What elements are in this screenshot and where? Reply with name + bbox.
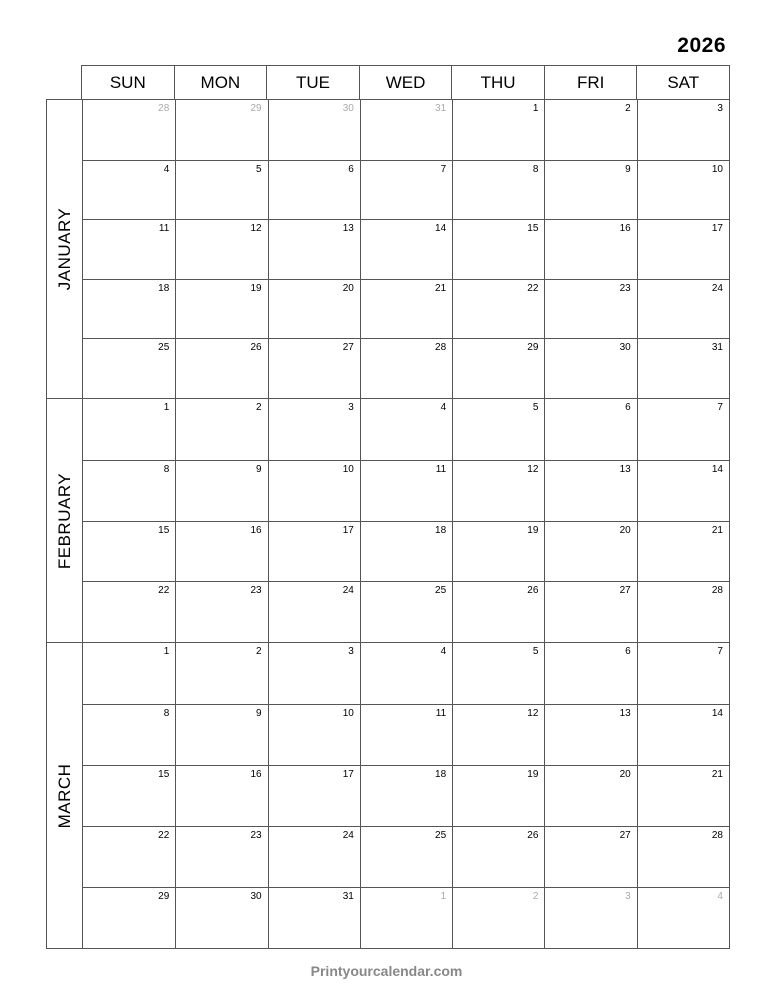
day-number: 5 [532, 402, 539, 413]
day-number: 24 [342, 830, 354, 841]
day-number: 2 [625, 103, 631, 114]
day-cell [452, 581, 544, 642]
day-cell [360, 219, 452, 279]
day-cell [452, 765, 544, 826]
day-cell [544, 765, 636, 826]
day-number: 31 [435, 103, 447, 114]
footer-brand: Printyourcalendar.com [310, 963, 463, 979]
day-cell [175, 100, 267, 160]
day-number: 28 [711, 830, 723, 841]
day-number: 14 [711, 708, 723, 719]
day-cell [175, 338, 267, 398]
day-cell [83, 460, 175, 521]
day-number: 6 [348, 163, 354, 175]
day-number: 20 [342, 282, 354, 294]
day-number: 14 [435, 223, 447, 235]
day-number: 17 [342, 524, 354, 536]
day-cell [175, 704, 267, 765]
day-number: 1 [440, 891, 447, 902]
day-cell [360, 765, 452, 826]
day-cell [360, 338, 452, 398]
day-number: 9 [625, 163, 631, 175]
day-cell [637, 460, 729, 521]
weekday-fri: FRI [544, 66, 637, 99]
day-number: 31 [342, 891, 354, 902]
day-cell [544, 100, 636, 160]
day-cell [360, 399, 452, 460]
day-number: 26 [527, 585, 539, 597]
day-cell [83, 826, 175, 887]
day-number: 13 [619, 708, 631, 719]
day-cell [268, 399, 360, 460]
day-cell [175, 581, 267, 642]
day-cell [83, 219, 175, 279]
day-number: 2 [256, 646, 262, 657]
day-cell [175, 826, 267, 887]
month-grid [83, 643, 729, 948]
weekday-thu: THU [451, 66, 544, 99]
day-number: 19 [527, 524, 539, 536]
weekday-tue: TUE [266, 66, 359, 99]
day-cell [360, 460, 452, 521]
day-number: 29 [158, 891, 170, 902]
day-number: 8 [163, 708, 170, 719]
day-number: 23 [250, 830, 262, 841]
day-cell [360, 704, 452, 765]
weekday-mon: MON [174, 66, 267, 99]
weekday-sun: SUN [109, 72, 146, 92]
day-number: 11 [435, 463, 447, 475]
month-name: JANUARY [54, 207, 74, 291]
day-number: 10 [342, 463, 354, 475]
day-cell [637, 160, 729, 220]
day-number: 31 [711, 342, 723, 354]
month-grid [83, 100, 729, 398]
day-number: 22 [158, 830, 170, 841]
day-number: 26 [250, 342, 262, 354]
day-cell [452, 219, 544, 279]
month-block-march [46, 643, 730, 949]
day-number: 20 [619, 769, 631, 780]
day-number: 10 [711, 163, 723, 175]
day-number: 5 [256, 163, 262, 175]
day-number: 23 [619, 282, 631, 294]
day-number: 30 [250, 891, 262, 902]
day-cell [175, 643, 267, 704]
day-number: 23 [250, 585, 262, 597]
day-number: 29 [250, 103, 262, 114]
day-cell [268, 581, 360, 642]
day-cell [544, 279, 636, 339]
day-number: 8 [163, 463, 170, 475]
day-cell [268, 460, 360, 521]
day-number: 3 [717, 103, 723, 114]
day-number: 1 [163, 402, 170, 413]
day-cell [268, 521, 360, 582]
day-cell [637, 643, 729, 704]
day-number: 26 [527, 830, 539, 841]
day-number: 22 [527, 282, 539, 294]
weekday-header [81, 65, 730, 100]
day-number: 1 [163, 646, 170, 657]
month-label-cell [47, 643, 83, 948]
day-cell [452, 160, 544, 220]
day-cell [452, 338, 544, 398]
day-cell [268, 826, 360, 887]
day-number: 18 [435, 769, 447, 780]
day-cell [83, 521, 175, 582]
day-number: 28 [435, 342, 447, 354]
month-block-january [46, 99, 730, 399]
day-cell [637, 887, 729, 948]
day-number: 4 [440, 646, 447, 657]
day-cell [544, 704, 636, 765]
day-number: 4 [717, 891, 723, 902]
day-cell [637, 279, 729, 339]
day-cell [83, 160, 175, 220]
day-cell [452, 887, 544, 948]
day-number: 9 [256, 708, 262, 719]
day-cell [360, 643, 452, 704]
day-number: 24 [342, 585, 354, 597]
day-cell [268, 219, 360, 279]
day-cell [544, 887, 636, 948]
day-cell [83, 765, 175, 826]
day-cell [360, 887, 452, 948]
day-number: 12 [250, 223, 262, 235]
day-number: 14 [711, 463, 723, 475]
day-number: 17 [342, 769, 354, 780]
day-cell [637, 521, 729, 582]
day-cell [360, 581, 452, 642]
day-number: 21 [711, 769, 723, 780]
day-cell [175, 399, 267, 460]
day-number: 20 [619, 524, 631, 536]
day-cell [452, 826, 544, 887]
day-cell [452, 460, 544, 521]
day-cell [544, 160, 636, 220]
day-number: 25 [158, 342, 170, 354]
day-number: 12 [527, 463, 539, 475]
day-cell [360, 279, 452, 339]
day-cell [452, 399, 544, 460]
day-number: 16 [250, 524, 262, 536]
day-number: 6 [625, 402, 631, 413]
day-number: 5 [532, 646, 539, 657]
day-number: 4 [163, 163, 170, 175]
day-cell [175, 279, 267, 339]
day-cell [637, 399, 729, 460]
day-cell [544, 460, 636, 521]
day-cell [360, 160, 452, 220]
day-number: 25 [435, 830, 447, 841]
day-number: 11 [158, 223, 170, 235]
day-cell [83, 581, 175, 642]
day-number: 30 [619, 342, 631, 354]
day-number: 22 [158, 585, 170, 597]
day-cell [83, 279, 175, 339]
day-cell [268, 338, 360, 398]
day-cell [83, 887, 175, 948]
day-cell [268, 279, 360, 339]
day-cell [175, 765, 267, 826]
day-cell [544, 338, 636, 398]
day-cell [544, 581, 636, 642]
day-number: 16 [619, 223, 631, 235]
day-number: 7 [440, 163, 447, 175]
day-cell [175, 160, 267, 220]
day-number: 10 [342, 708, 354, 719]
day-number: 16 [250, 769, 262, 780]
day-number: 15 [158, 524, 170, 536]
day-cell [175, 521, 267, 582]
day-number: 18 [158, 282, 170, 294]
day-number: 21 [435, 282, 447, 294]
day-number: 15 [158, 769, 170, 780]
day-cell [268, 704, 360, 765]
day-cell [637, 219, 729, 279]
day-number: 19 [527, 769, 539, 780]
day-cell [544, 643, 636, 704]
day-cell [452, 279, 544, 339]
weekday-sat: SAT [636, 66, 729, 99]
day-cell [83, 399, 175, 460]
day-cell [360, 521, 452, 582]
day-cell [268, 887, 360, 948]
day-cell [83, 643, 175, 704]
day-number: 30 [342, 103, 354, 114]
day-number: 2 [532, 891, 539, 902]
day-number: 17 [711, 223, 723, 235]
day-number: 4 [440, 402, 447, 413]
day-number: 19 [250, 282, 262, 294]
month-name: FEBRUARY [54, 472, 74, 569]
day-cell [360, 826, 452, 887]
day-cell [452, 100, 544, 160]
day-cell [83, 338, 175, 398]
day-number: 18 [435, 524, 447, 536]
day-number: 27 [619, 585, 631, 597]
day-cell [637, 765, 729, 826]
day-cell [452, 704, 544, 765]
day-cell [637, 100, 729, 160]
day-number: 13 [342, 223, 354, 235]
day-number: 28 [158, 103, 170, 114]
day-number: 21 [711, 524, 723, 536]
day-number: 7 [717, 646, 723, 657]
day-cell [452, 521, 544, 582]
day-number: 27 [619, 830, 631, 841]
day-number: 3 [348, 402, 354, 413]
calendar-year: 2026 [677, 34, 726, 57]
month-grid [83, 399, 729, 642]
day-number: 11 [435, 708, 447, 719]
day-cell [268, 643, 360, 704]
day-number: 29 [527, 342, 539, 354]
day-number: 9 [256, 463, 262, 475]
day-cell [637, 338, 729, 398]
month-label-cell [47, 100, 83, 398]
month-label-cell [47, 399, 83, 642]
day-cell [637, 704, 729, 765]
day-cell [452, 643, 544, 704]
day-number: 1 [532, 103, 539, 114]
month-name: MARCH [54, 763, 74, 828]
day-cell [175, 887, 267, 948]
day-number: 8 [532, 163, 539, 175]
day-number: 15 [527, 223, 539, 235]
day-number: 24 [711, 282, 723, 294]
day-number: 13 [619, 463, 631, 475]
day-cell [544, 399, 636, 460]
day-number: 2 [256, 402, 262, 413]
day-number: 28 [711, 585, 723, 597]
day-number: 27 [342, 342, 354, 354]
day-cell [544, 826, 636, 887]
day-cell [360, 100, 452, 160]
day-cell [175, 460, 267, 521]
day-cell [637, 581, 729, 642]
day-cell [268, 765, 360, 826]
weekday-wed: WED [359, 66, 452, 99]
day-number: 25 [435, 585, 447, 597]
day-cell [175, 219, 267, 279]
month-block-february [46, 399, 730, 643]
day-number: 6 [625, 646, 631, 657]
day-cell [544, 219, 636, 279]
day-cell [268, 160, 360, 220]
day-number: 12 [527, 708, 539, 719]
day-cell [637, 826, 729, 887]
day-cell [544, 521, 636, 582]
day-cell [83, 704, 175, 765]
day-number: 3 [625, 891, 631, 902]
day-number: 7 [717, 402, 723, 413]
day-cell [268, 100, 360, 160]
day-cell [83, 100, 175, 160]
day-number: 3 [348, 646, 354, 657]
